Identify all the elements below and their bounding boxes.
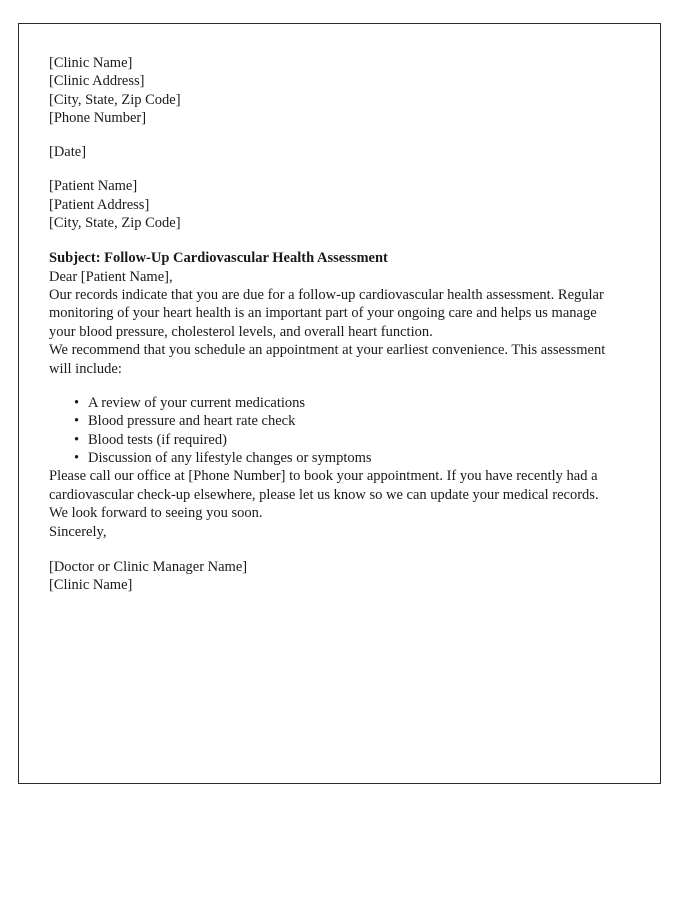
date-line: [Date] <box>49 144 87 161</box>
sender-line-phone-number: [Phone Number] <box>49 109 147 126</box>
body-paragraph-3: Please call our office at [Phone Number] to book your appointment. If you have recently had a cardiovascular check-up elsewhere, please let us know so we can update your medical records. <box>49 468 599 503</box>
list-item: • A review of your current medications <box>88 394 624 412</box>
sender-address-block <box>49 54 624 127</box>
body-paragraph-4: We look forward to seeing you soon. <box>49 505 263 522</box>
date-block <box>49 143 624 161</box>
salutation: Dear [Patient Name], <box>49 268 173 285</box>
list-item: • Blood tests (if required) <box>88 431 624 449</box>
closing-line: Sincerely, <box>49 523 107 540</box>
recipient-line-patient-address: [Patient Address] <box>49 196 150 213</box>
recipient-address-block <box>49 177 624 232</box>
sender-line-clinic-name: [Clinic Name] <box>49 55 133 71</box>
signature-block <box>49 558 624 595</box>
recipient-line-city-state-zip: [City, State, Zip Code] <box>49 215 181 232</box>
sender-line-city-state-zip: [City, State, Zip Code] <box>49 91 181 108</box>
signature-line-clinic: [Clinic Name] <box>49 577 133 594</box>
list-item: • Blood pressure and heart rate check <box>88 412 624 430</box>
signature-line-name: [Doctor or Clinic Manager Name] <box>49 558 248 575</box>
list-item: • Discussion of any lifestyle changes or symptoms <box>88 449 624 467</box>
assessment-bullet-list <box>49 394 624 467</box>
letter-body <box>19 24 660 595</box>
sender-line-clinic-address: [Clinic Address] <box>49 73 145 90</box>
recipient-line-patient-name: [Patient Name] <box>49 178 138 195</box>
body-paragraph-1: Our records indicate that you are due for a follow-up cardiovascular health assessment. Regular monitoring of your heart health is an important part of your ongoing care and helps us manage your blood pressure, cholesterol levels, and overall heart function. <box>49 287 604 340</box>
body-paragraph-2: We recommend that you schedule an appointment at your earliest convenience. This assessment will include: <box>49 342 606 377</box>
subject-line: Subject: Follow-Up Cardiovascular Health Assessment <box>49 250 388 267</box>
letter-page <box>18 23 661 784</box>
